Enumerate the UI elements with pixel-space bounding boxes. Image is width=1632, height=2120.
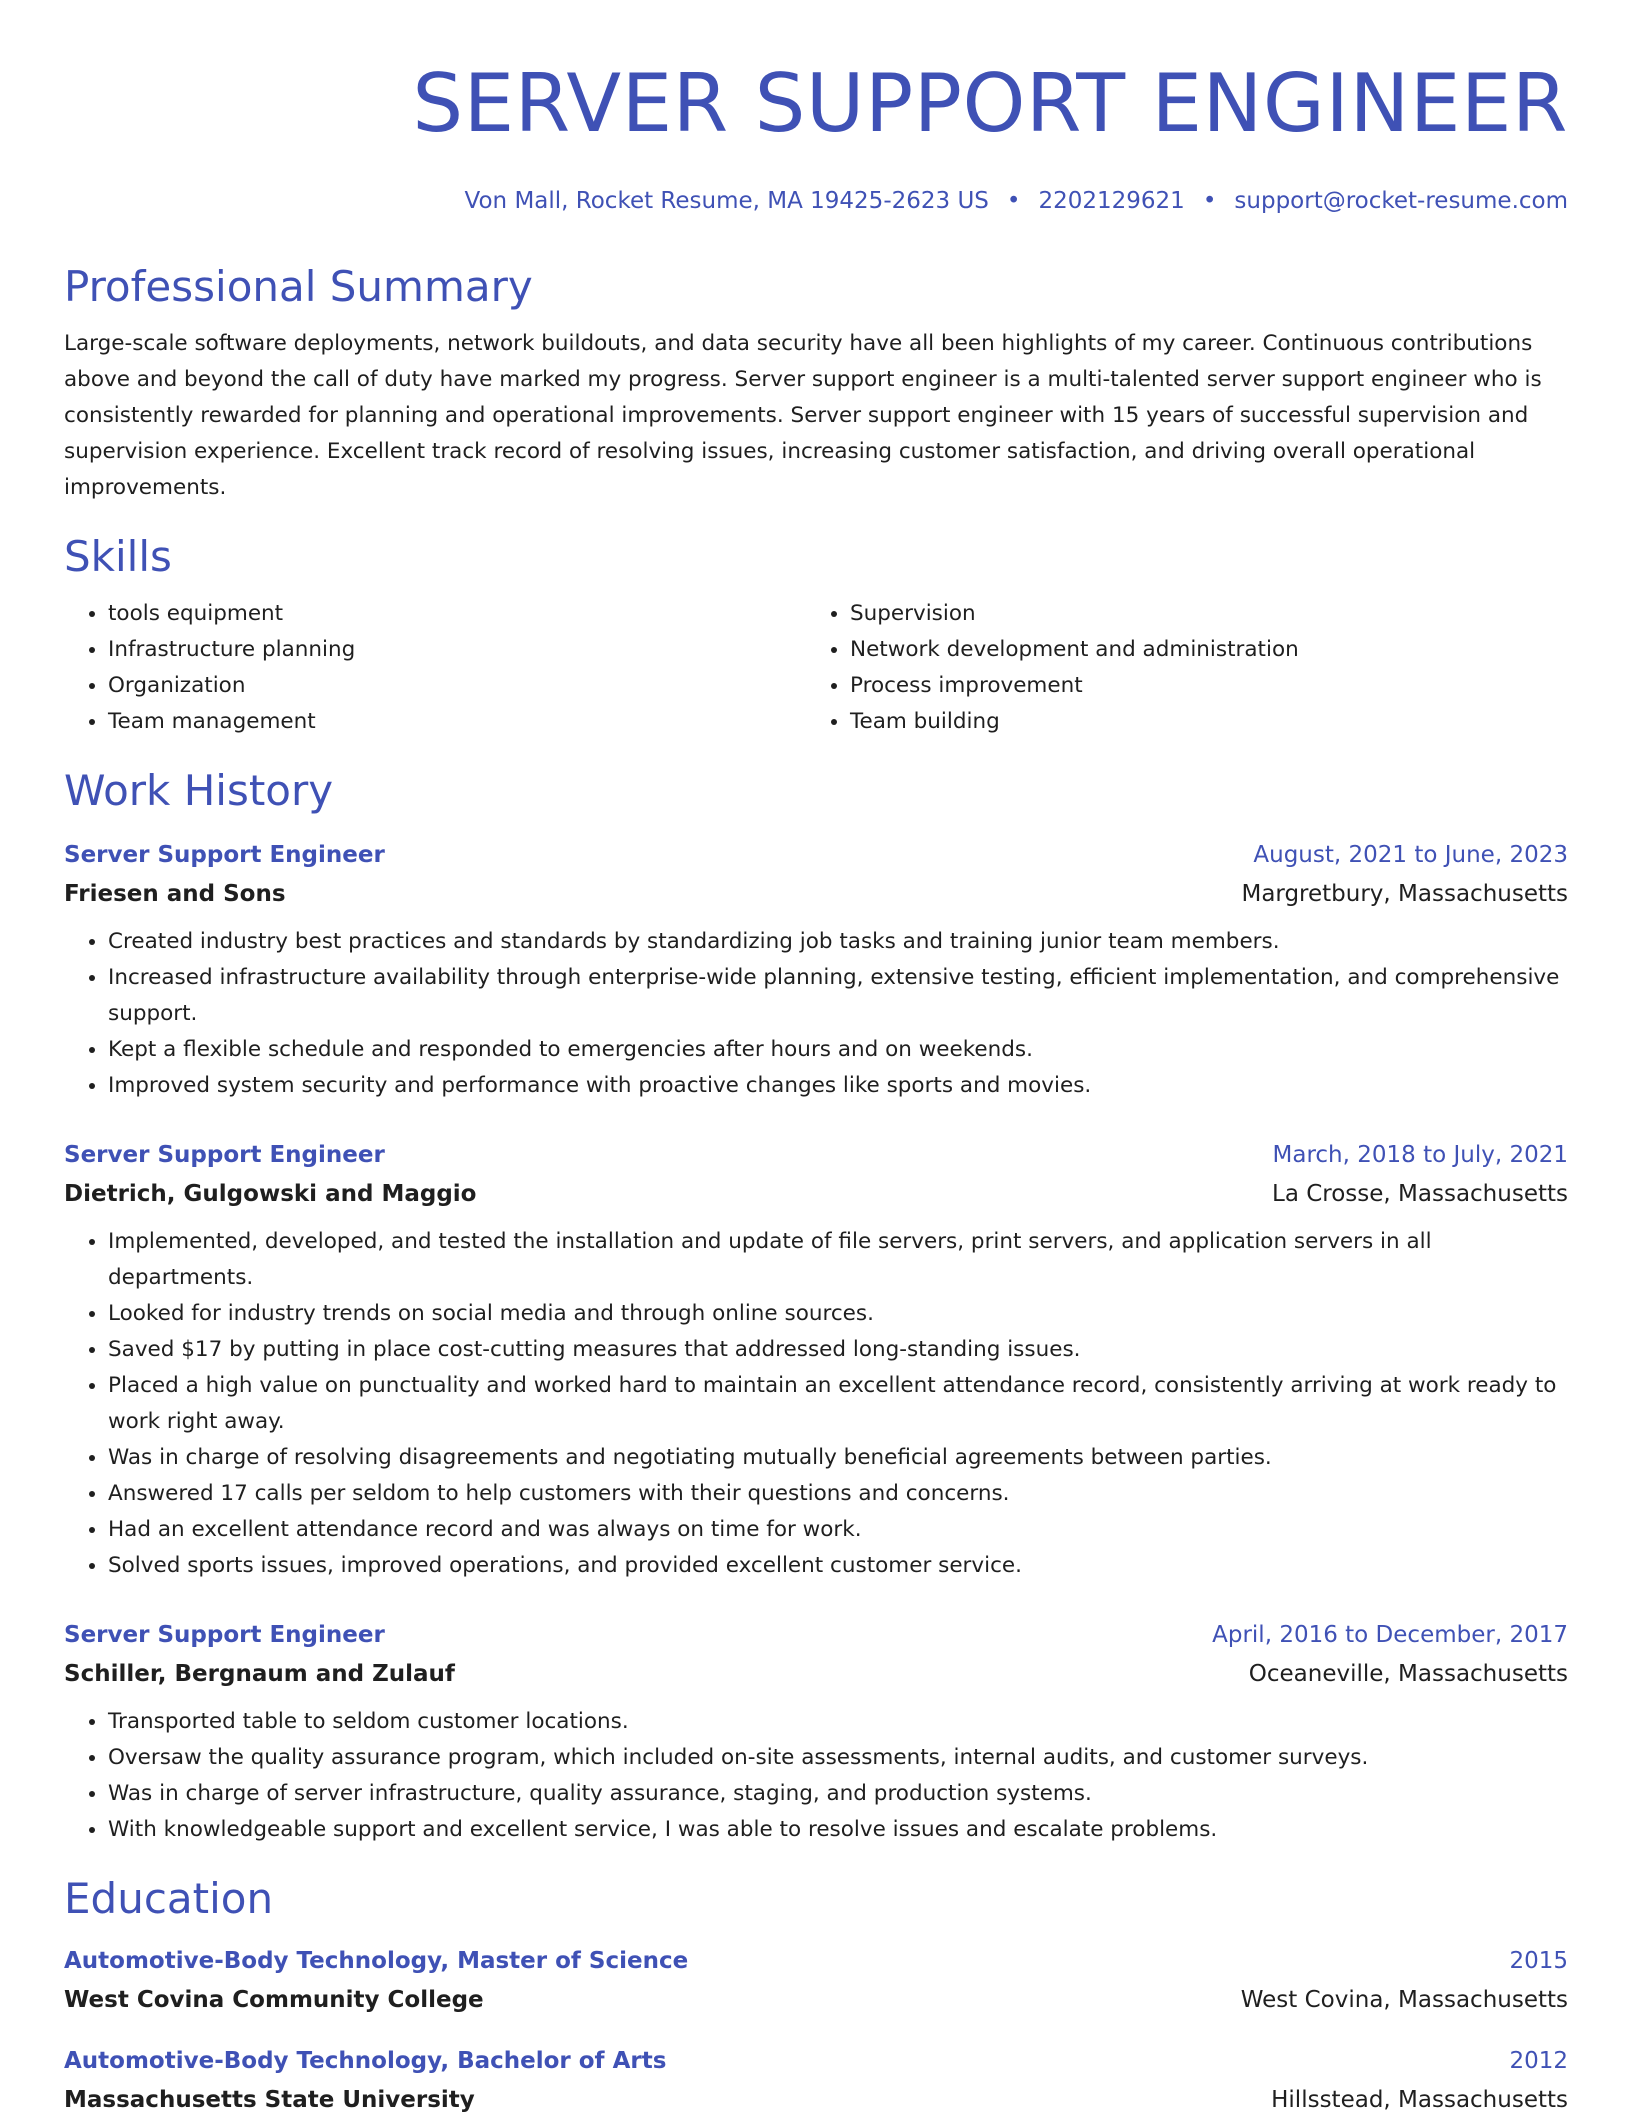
skill-item: • Team management (108, 704, 806, 740)
work-history-title: Work History (64, 766, 334, 815)
graduation-year: 2015 (1509, 1948, 1568, 1974)
resume-header (64, 58, 1568, 216)
job-bullet: • Kept a flexible schedule and responded to emergencies after hours and on weekends. (108, 1032, 1568, 1068)
education-title: Education (64, 1874, 274, 1923)
separator: • (1202, 188, 1217, 214)
education-entry (64, 1942, 1568, 2020)
job-bullet: • Solved sports issues, improved operations, and provided excellent customer service. (108, 1548, 1568, 1584)
job-bullet: • Created industry best practices and standards by standardizing job tasks and training junior team members. (108, 924, 1568, 960)
skill-item: • Team building (850, 704, 1568, 740)
education-entry (64, 2042, 1568, 2120)
job-bullet: • Looked for industry trends on social media and through online sources. (108, 1296, 1568, 1332)
summary-title: Professional Summary (64, 262, 533, 311)
job-bullet: • Oversaw the quality assurance program, which included on-site assessments, internal audits, and customer surveys. (108, 1740, 1568, 1776)
degree: Automotive-Body Technology, Master of Science (64, 1948, 689, 1974)
skill-item: • Process improvement (850, 668, 1568, 704)
skills-column-left (64, 596, 806, 740)
job-bullet: • With knowledgeable support and excellent service, I was able to resolve issues and escalate problems. (108, 1812, 1568, 1848)
skill-item: • tools equipment (108, 596, 806, 632)
skill-item: • Supervision (850, 596, 1568, 632)
job-dates: August, 2021 to June, 2023 (1253, 842, 1568, 868)
school-location: West Covina, Massachusetts (1240, 1987, 1568, 2013)
summary-section (64, 262, 1568, 506)
job-entry (64, 1136, 1568, 1584)
education-section (64, 1874, 1568, 2120)
skills-title: Skills (64, 532, 172, 581)
job-bullet: • Transported table to seldom customer locations. (108, 1704, 1568, 1740)
job-bullet: • Improved system security and performance with proactive changes like sports and movies. (108, 1068, 1568, 1104)
job-dates: March, 2018 to July, 2021 (1272, 1142, 1568, 1168)
job-bullet: • Had an excellent attendance record and was always on time for work. (108, 1512, 1568, 1548)
job-location: Oceaneville, Massachusetts (1248, 1661, 1568, 1687)
job-title-heading: SERVER SUPPORT ENGINEER (412, 57, 1568, 150)
graduation-year: 2012 (1509, 2048, 1568, 2074)
job-bullets (64, 1224, 1568, 1584)
job-bullet: • Increased infrastructure availability through enterprise-wide planning, extensive testing, efficient implementation, and comprehensive support. (108, 960, 1568, 1032)
contact-line (64, 186, 1568, 216)
job-location: La Crosse, Massachusetts (1272, 1181, 1568, 1207)
job-bullet: • Answered 17 calls per seldom to help customers with their questions and concerns. (108, 1476, 1568, 1512)
skill-item: • Network development and administration (850, 632, 1568, 668)
skills-column-right (806, 596, 1568, 740)
email-link[interactable]: support@rocket-resume.com (1234, 188, 1568, 214)
job-company: Friesen and Sons (64, 881, 286, 907)
job-bullet: • Placed a high value on punctuality and worked hard to maintain an excellent attendance record, consistently arriving at work ready to work right away. (108, 1368, 1568, 1440)
skills-list (64, 596, 1568, 740)
job-location: Margretbury, Massachusetts (1241, 881, 1568, 907)
job-bullet: • Saved $17 by putting in place cost-cutting measures that addressed long-standing issues. (108, 1332, 1568, 1368)
job-dates: April, 2016 to December, 2017 (1212, 1622, 1568, 1648)
job-entry (64, 836, 1568, 1104)
address: Von Mall, Rocket Resume, MA 19425-2623 US (464, 188, 989, 214)
job-role: Server Support Engineer (64, 1142, 385, 1168)
school-name: West Covina Community College (64, 1987, 484, 2013)
job-bullets (64, 924, 1568, 1104)
job-company: Dietrich, Gulgowski and Maggio (64, 1181, 477, 1207)
separator: • (1006, 188, 1021, 214)
school-name: Massachusetts State University (64, 2087, 475, 2113)
work-history-section (64, 766, 1568, 1848)
skill-item: • Organization (108, 668, 806, 704)
job-bullet: • Implemented, developed, and tested the installation and update of file servers, print servers, and application servers in all departments. (108, 1224, 1568, 1296)
phone: 2202129621 (1038, 188, 1185, 214)
job-bullet: • Was in charge of resolving disagreements and negotiating mutually beneficial agreements between parties. (108, 1440, 1568, 1476)
job-entry (64, 1616, 1568, 1848)
job-role: Server Support Engineer (64, 1622, 385, 1648)
job-bullet: • Was in charge of server infrastructure, quality assurance, staging, and production systems. (108, 1776, 1568, 1812)
job-role: Server Support Engineer (64, 842, 385, 868)
job-company: Schiller, Bergnaum and Zulauf (64, 1661, 455, 1687)
school-location: Hillsstead, Massachusetts (1271, 2087, 1568, 2113)
summary-text: Large-scale software deployments, network buildouts, and data security have all been highlights of my career. Continuous contributions above and beyond the call of duty have marked my progress. Server support engineer is a multi-talented server support engineer who is consistently rewarded for planning and operational improvements. Server support engineer with 15 years of successful supervision and supervision experience. Excellent track record of resolving issues, increasing customer satisfaction, and driving overall operational improvements. (64, 331, 1542, 500)
job-bullets (64, 1704, 1568, 1848)
skill-item: • Infrastructure planning (108, 632, 806, 668)
skills-section (64, 532, 1568, 740)
degree: Automotive-Body Technology, Bachelor of Arts (64, 2048, 667, 2074)
